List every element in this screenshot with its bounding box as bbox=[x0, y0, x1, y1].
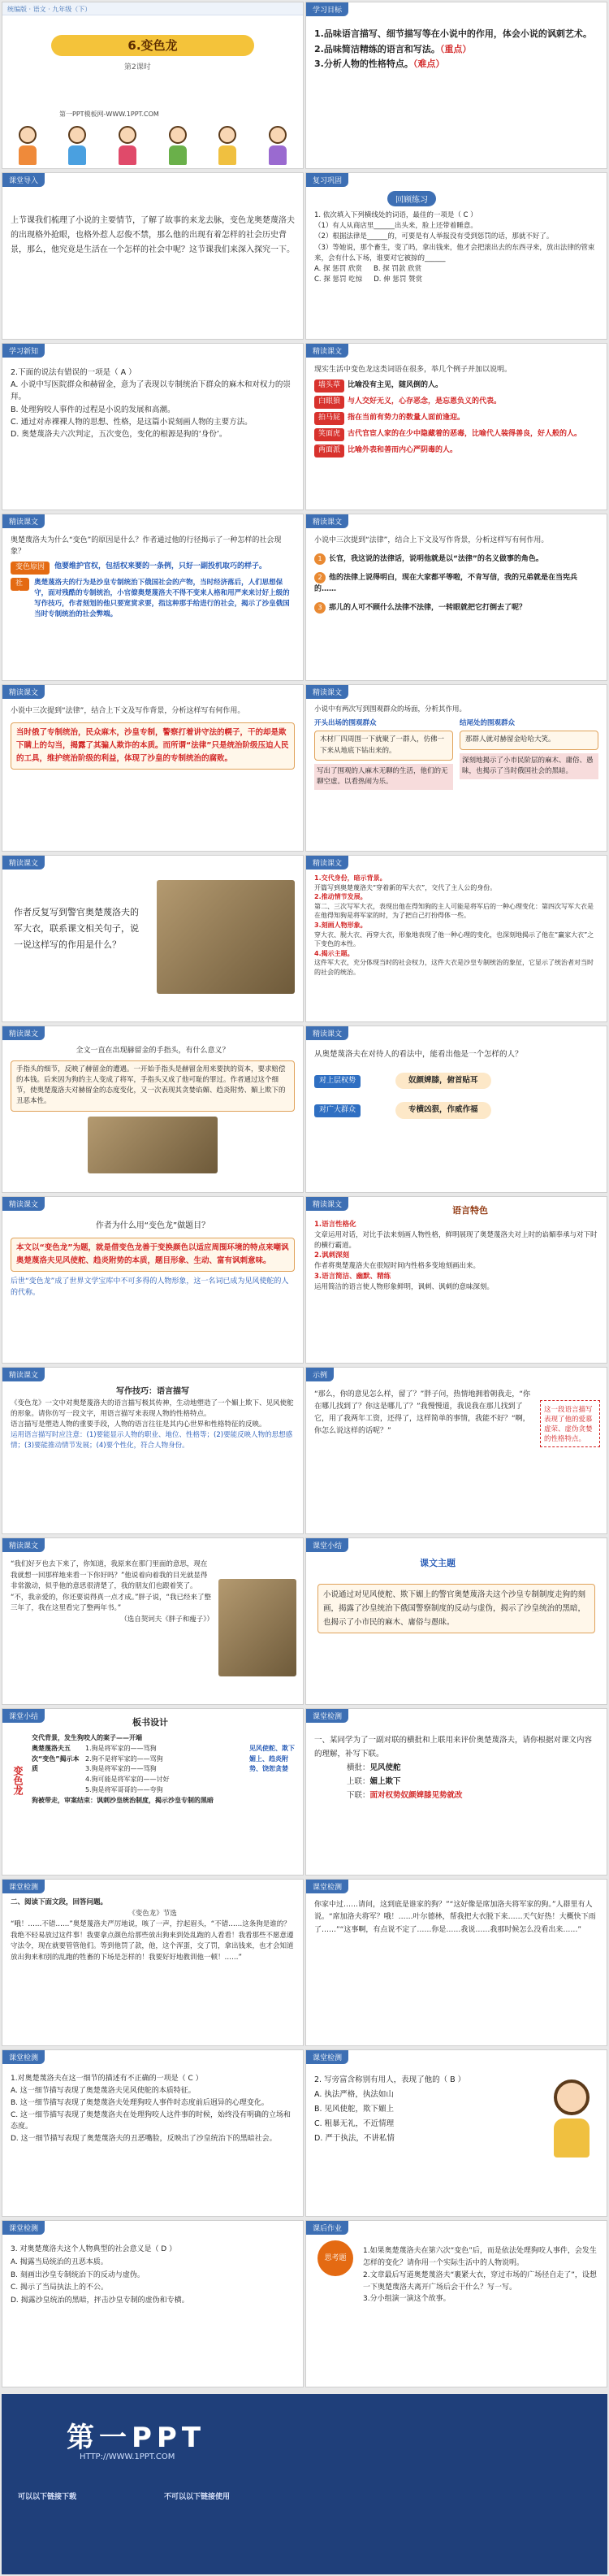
q2-stem: 2.下面的说法有错误的一项是（ A ） bbox=[11, 368, 136, 377]
slide-theme bbox=[305, 1537, 607, 1705]
board-row: 4.狗可能是将军家的——讨好 bbox=[85, 1776, 170, 1784]
coat-heading: 2.推动情节发展。 bbox=[314, 893, 367, 901]
slide-excerpt bbox=[2, 1537, 304, 1705]
upper-trait: 奴颜婢膝，俯首贴耳 bbox=[395, 1073, 491, 1090]
board-row: 5.狗是将军哥哥的——夸狗 bbox=[85, 1785, 163, 1793]
review-line: （1）有人从商店里______出头来，脸上还带着睡意。 bbox=[314, 222, 477, 231]
credit-text: 第一PPT模板网-WWW.1PPT.COM bbox=[59, 111, 159, 118]
law-answer-question: 小说中三次提到“法律”，结合上下文及写作背景，分析这样写有何作用。 bbox=[11, 707, 245, 715]
slide-tag: 精读课文 bbox=[2, 1026, 45, 1040]
writing-title: 写作技巧：语言描写 bbox=[116, 1387, 189, 1396]
option: B. 处理狗咬人事件的过程是小说的发展和高潮。 bbox=[11, 405, 175, 414]
option: A. 这一细节描写表现了奥楚蔑洛夫见风使舵的本质特征。 bbox=[11, 2086, 196, 2095]
reason-question: 奥楚蔑洛夫为什么“变色”的原因是什么？作者通过他的行径揭示了一种怎样的社会现象？ bbox=[11, 536, 282, 556]
brand-url: HTTP://WWW.1PPT.COM bbox=[80, 2452, 175, 2461]
crowd-columns bbox=[314, 718, 598, 790]
coat-text: 第二、三次写军大衣，表现出他在得知狗的主人可能是将军后的一种心理变化：第四次写军大衣是在他得知狗是将军家的时，为了把自己打扮得体一些。 bbox=[314, 902, 594, 920]
check-3-body bbox=[11, 2244, 295, 2382]
check-2-body bbox=[314, 2073, 517, 2211]
board-traits: 见风使舵、欺下媚上、趋炎附势、饶恕贪婪 bbox=[249, 1744, 295, 1773]
option: C. 这一细节描写表现了奥楚蔑洛夫在处理狗咬人这件事的时候，始终没有明确的立场和态度。 bbox=[11, 2110, 292, 2131]
passage-2-text: 你家中过……请问，这到底是谁家的狗？”“这好像是席加洛夫将军家的狗。”人群里有人说。“席加洛夫将军？哦！……叶尔德林，帮我把大衣脱下来……天气好热！大概快下雨了……”“这事啊，有点说不定了……你是……我说……我那时候怎么没看出来……” bbox=[314, 1901, 596, 1934]
slide-tag: 精读课文 bbox=[306, 685, 348, 699]
word-key: 墙头草 bbox=[314, 379, 344, 392]
word-def: 比喻外表和善而内心严阴毒的人。 bbox=[348, 445, 458, 454]
word-row bbox=[314, 445, 598, 458]
couplet-value: 面对权势奴颜婢膝见势就改 bbox=[369, 1791, 463, 1801]
slide-passage-1 bbox=[2, 1879, 304, 2046]
phenomenon-text: 奥楚蔑洛夫的行为是沙皇专制统治下俄国社会的产物，当时经济落后，人们思想保守，面对残酷的专制统治，小官僚奥楚蔑洛夫不得不变来人格和用严来来讨好上级的写作技巧，作者刻划的他只要宽赏求要，指这种那手给进行的社会，揭示了沙皇俄国当时专制统治的社会弊端。 bbox=[34, 578, 290, 619]
footer-col-1 bbox=[18, 2491, 76, 2503]
goal-1: 1.品味语言描写、细节描写等在小说中的作用，体会小说的讽刺艺术。 bbox=[314, 28, 592, 39]
review-options bbox=[314, 275, 598, 285]
slide-tag: 精读课文 bbox=[2, 1197, 45, 1211]
excerpt-body bbox=[11, 1559, 214, 1699]
law-point bbox=[314, 553, 598, 566]
goals-list bbox=[314, 27, 598, 163]
footer-col-2 bbox=[164, 2491, 230, 2503]
couplet-line bbox=[347, 1775, 598, 1789]
crowd-left-title: 开头出场的围观群众 bbox=[314, 719, 377, 728]
passage-1-text: “哦！……不错……”奥楚蔑洛夫严厉地说，咳了一声，拧起眉头，“不错……这条狗是谁的？我绝不轻易放过这件事！我要拿点颜色给那些放出狗来到处乱跑的人看看！我看那些不愿意遵守法令，现在就要管管他们。等到他罚了款，他，这个浑蛋，交了罚，拿出钱来，也才会知道放出狗来和别的乱跑的牲畜的下场是怎样的！我要好好地教训他一顿！……” bbox=[11, 1920, 294, 1962]
review-heading: 回顾练习 bbox=[387, 191, 436, 206]
board-heading: 板书设计 bbox=[132, 1717, 168, 1728]
lower-trait: 专横凶狠，作威作福 bbox=[395, 1102, 491, 1119]
similar-intro: 现实生活中变色龙这类词语在很多，举几个例子并加以说明。 bbox=[314, 366, 512, 374]
couplet-label: 横批： bbox=[347, 1763, 370, 1773]
couplet-label: 上联： bbox=[347, 1777, 370, 1787]
word-row bbox=[314, 379, 598, 392]
option: A. 执法严格，执法如山 bbox=[314, 2090, 394, 2100]
slide-tag: 课堂检测 bbox=[2, 2050, 45, 2064]
slide-tag: 精读课文 bbox=[2, 514, 45, 528]
coat-answer-body bbox=[314, 874, 598, 1017]
check-1-body bbox=[11, 2073, 295, 2211]
language-item-title: 3.语言简洁、幽默、精练 bbox=[314, 1272, 391, 1281]
slide-tag: 课堂检测 bbox=[306, 1880, 348, 1893]
writing-text-2: 语言描写是塑造人物的重要手段，人物的语言往往是其内心世界和性格特征的反映。 bbox=[11, 1420, 266, 1429]
board-row: 2.狗不是将军家的——骂狗 bbox=[85, 1754, 163, 1763]
slide-character bbox=[305, 1026, 607, 1193]
word-key: 笑面虎 bbox=[314, 428, 344, 441]
goal-3-row bbox=[314, 57, 598, 72]
slide-tag: 课堂小结 bbox=[306, 1538, 348, 1552]
option: D. 伸 惩罚 赞赏 bbox=[374, 275, 423, 284]
slide-board bbox=[2, 1708, 304, 1876]
slide-tag: 精读课文 bbox=[2, 1538, 45, 1552]
couplet-body bbox=[314, 1733, 598, 1870]
reason-label: 变色原因 bbox=[11, 562, 50, 575]
option: B. 这一细节描写表现了奥楚蔑洛夫处理狗咬人事件时态度前后迥异的心理变化。 bbox=[11, 2098, 269, 2107]
board-row: 1.狗是将军家的——骂狗 bbox=[85, 1744, 157, 1752]
crowd-left-text: 木材厂四周围一下就聚了一群人，仿佛一下来从地底下钻出来的。 bbox=[314, 731, 453, 760]
couplet-value: 媚上欺下 bbox=[369, 1777, 401, 1787]
couplet-question: 一、某同学为了一副对联的横批和上联用来评价奥楚蔑洛夫，请你根据对课文内容的理解，补写下联。 bbox=[314, 1736, 593, 1759]
passage-1-heading: 二、阅读下面文段，回答问题。 bbox=[11, 1898, 108, 1906]
character-question: 从奥楚蔑洛夫在对待人的看法中，能看出他是一个怎样的人？ bbox=[314, 1050, 523, 1059]
lesson-subtitle: 第2课时 bbox=[124, 63, 151, 72]
review-line: （3）等她说，那个畜生，变了吗，拿出钱来，他才会把滚出去的东西寻来，放出法律的管束来，会有什么下场，谁要对它被掠的______ bbox=[314, 243, 595, 262]
excerpt-source: （选自契诃夫《胖子和瘦子》） bbox=[120, 1615, 214, 1624]
point-number: 3 bbox=[314, 602, 326, 614]
option: B. 见风使舵，欺下媚上 bbox=[314, 2105, 395, 2114]
finger-text: 手指头的细节，反映了赫留金的遭遇。一开始手指头是赫留金用来要挟的资本，要求赔偿的本钱。后来因为狗的主人变成了将军，手指头又成了他可耻的罪过。作者通过这个细节，使奥楚蔑洛夫对赫留金的态度变化，又一次表现其贪婪谄媚、趋炎附势、媚上欺下的丑恶本性。 bbox=[11, 1060, 295, 1112]
law-answer-body bbox=[11, 706, 295, 846]
reason-body bbox=[11, 536, 295, 675]
upper-label: 对上层权势 bbox=[314, 1075, 361, 1088]
brand-logo: 第一PPT bbox=[67, 2422, 206, 2454]
slide-tag: 精读课文 bbox=[306, 1197, 348, 1211]
language-item-title: 2.讽刺深刻 bbox=[314, 1251, 350, 1260]
word-key: 拍马屁 bbox=[314, 412, 344, 425]
coat-text: 这件军大衣，充分体现当时的社会权力，这件大衣是沙皇专制统治的象征，它显示了统治者对当时的社会的统治。 bbox=[314, 959, 594, 976]
slide-tag: 复习巩固 bbox=[306, 173, 348, 187]
kid-figure bbox=[217, 126, 238, 165]
word-key: 白眼狼 bbox=[314, 396, 344, 409]
word-row bbox=[314, 412, 598, 425]
officer-crowd-illustration bbox=[157, 880, 295, 994]
slide-tag: 示例 bbox=[306, 1368, 334, 1381]
slide-language bbox=[305, 1196, 607, 1364]
slide-tag: 精读课文 bbox=[2, 856, 45, 870]
option: D. 严于执法，不讲私情 bbox=[314, 2134, 395, 2144]
homework-body bbox=[363, 2245, 598, 2382]
slide-tag: 课堂检测 bbox=[2, 1880, 45, 1893]
board-center: 奥楚蔑洛夫五次“变色”揭示本质 bbox=[32, 1744, 80, 1773]
theme-heading: 课文主题 bbox=[420, 1558, 456, 1568]
writing-body bbox=[11, 1386, 295, 1529]
point-text: 他的法律上说得明白，现在大家都平等啦，不肯写信，我的兄弟就是在当宪兵的…… bbox=[314, 573, 578, 593]
lesson-title: 6.变色龙 bbox=[51, 35, 254, 56]
homework-item: 3.分小组演一演这个故事。 bbox=[363, 2295, 451, 2304]
slide-homework bbox=[305, 2220, 607, 2387]
finger-body bbox=[11, 1046, 295, 1187]
coat-text: 穿大衣、脱大衣、再穿大衣，形象地表现了他一种心理的变化，也深刻地揭示了他在“赢家大衣”之下变色的本性。 bbox=[314, 930, 594, 948]
option: A. 揭露当局统治的丑恶本质。 bbox=[11, 2257, 108, 2266]
crowd-right-effect: 深刻地揭示了小市民阶层的麻木、庸俗、愚昧，也揭示了当时俄国社会的黑暗。 bbox=[460, 753, 598, 779]
kid-figure bbox=[17, 126, 38, 165]
homework-item: 1.如果奥楚蔑洛夫在第六次“变色”后，而是依法处理狗咬人事件，会发生怎样的变化？请你用一个实际生活中的人物说明。 bbox=[363, 2247, 597, 2267]
coat-heading: 4.揭示主题。 bbox=[314, 949, 354, 957]
slide-example bbox=[305, 1367, 607, 1534]
slide-tag: 课堂检测 bbox=[2, 2221, 45, 2235]
language-item-text: 运用简洁的语言使人物形象鲜明，讽刺、讽刺的意味深刻。 bbox=[314, 1282, 495, 1291]
slide-law-points bbox=[305, 514, 607, 681]
passage-1-title: 《变色龙》节选 bbox=[128, 1909, 177, 1918]
slide-reason bbox=[2, 514, 304, 681]
slide-tag: 课堂导入 bbox=[2, 173, 45, 187]
title-meaning-note: 后世“变色龙”成了世界文学宝库中不可多得的人物形象，这一名词已成为见风使舵的人的代称。 bbox=[11, 1277, 289, 1297]
slide-tag: 精读课文 bbox=[306, 1026, 348, 1040]
slide-title bbox=[2, 2, 304, 169]
character-lower bbox=[314, 1099, 598, 1119]
slide-title-meaning bbox=[2, 1196, 304, 1364]
language-item-text: 作者将奥楚蔑洛夫在很短时间内性格多变地刻画出来。 bbox=[314, 1262, 481, 1270]
slide-couplet bbox=[305, 1708, 607, 1876]
goal-2: 2.品味简洁精练的语言和写法。 bbox=[314, 43, 440, 54]
check-2-question: 2. 写旁富含称别有用人，表现了他的（ B ） bbox=[314, 2075, 466, 2084]
word-def: 比喻没有主见，随风倒的人。 bbox=[348, 380, 443, 389]
slide-tag: 学习目标 bbox=[306, 2, 348, 16]
slide-tag: 精读课文 bbox=[2, 1368, 45, 1381]
crowd-right-text: 那群人就对赫留金哈哈大笑。 bbox=[460, 731, 598, 749]
slide-law-answer bbox=[2, 684, 304, 852]
language-body bbox=[314, 1220, 598, 1358]
finger-illustration bbox=[88, 1117, 218, 1173]
excerpt-text-2: “不，我亲爱的，你还要说得真一点才成。”胖子说，“我已经来了整三年了，我在这里看完了整两年书。” bbox=[11, 1593, 211, 1613]
point-number: 1 bbox=[314, 553, 326, 565]
writing-text-1: 《变色龙》一文中对奥楚蔑洛夫的语言描写极其传神，生动地塑造了一个媚上欺下、见风使舵的形象。请你仿写一段文字，用语言描写来表现人物的性格特点。 bbox=[11, 1399, 294, 1418]
check-3-question: 3. 对奥楚蔑洛夫这个人物典型的社会意义是（ D ） bbox=[11, 2245, 177, 2253]
title-meaning-question: 作者为什么用“变色龙”做题目？ bbox=[95, 1221, 210, 1230]
kid-figure bbox=[167, 126, 188, 165]
slide-passage-2 bbox=[305, 1879, 607, 2046]
word-def: 与人交好无义，心存恶念，是忘恩负义的代表。 bbox=[348, 397, 502, 405]
law-question: 小说中三次提到“法律”，结合上下文及写作背景，分析这样写有何作用。 bbox=[314, 536, 549, 544]
couplet-line bbox=[347, 1789, 598, 1802]
intro-text: 上节课我们梳理了小说的主要情节，了解了故事的来龙去脉，变色龙奥楚蔑洛夫的出现格外抢眼，也格外惹人忍俊不禁，那么他的出现有着怎样的社会历史背景，那么，他究竟是生活在一个怎样的社会中呢？这节课我们来深入探究一下。 bbox=[11, 216, 295, 254]
homework-item: 2.文章最后写道奥楚蔑洛夫“裹紧大衣，穿过市场的广场径自走了”，设想一下奥楚蔑洛夫离开广场后会干什么？写一写。 bbox=[363, 2270, 597, 2292]
character-body bbox=[314, 1049, 598, 1187]
slide-coat-question bbox=[2, 855, 304, 1022]
slide-similar-words bbox=[305, 343, 607, 510]
writing-text-3: 运用语言描写时应注意：(1)要能显示人物的职业、地位、性格等；(2)要能反映人物的思想感情；(3)要能推动情节发展；(4)要个性化，符合人物身份。 bbox=[11, 1431, 293, 1451]
slide-question-2 bbox=[2, 343, 304, 510]
header-small: 统编版 · 语文 · 九年级（下） bbox=[7, 6, 92, 13]
check-1-question: 1.对奥楚蔑洛夫在这一细节的描述有不正确的一项是（ C ） bbox=[11, 2075, 203, 2083]
finger-question: 全文一直在出现赫留金的手指头，有什么意义？ bbox=[76, 1047, 230, 1055]
goal-2-row bbox=[314, 42, 598, 58]
word-def: 古代官宦人家的在少中隐藏着的恶毒，比喻代人装得善良，好人般的人。 bbox=[348, 429, 582, 438]
slide-crowd bbox=[305, 684, 607, 852]
review-line: （2）根据法律是______的，可要是有人举报没有受到惩罚的话，那就不好了。 bbox=[314, 232, 554, 241]
option: D. 奥楚蔑洛夫六次判定，五次变色，变化的根源是狗的‘身份’。 bbox=[11, 429, 227, 439]
lower-label: 对广大群众 bbox=[314, 1104, 361, 1117]
reason-row bbox=[11, 562, 295, 575]
board-row: 3.狗是将军家的——骂狗 bbox=[85, 1765, 157, 1773]
law-point bbox=[314, 602, 598, 614]
law-body bbox=[314, 536, 598, 675]
review-body bbox=[314, 210, 598, 334]
board-ending: 狗被带走，审案结束：讽刺沙皇统治制度，揭示沙皇专制的黑暗 bbox=[32, 1796, 214, 1804]
coat-heading: 3.刻画人物形象。 bbox=[314, 921, 367, 929]
goal-2-mark: （重点） bbox=[439, 43, 472, 54]
footer-col-1-title: 可以以下链接下载 bbox=[18, 2493, 77, 2501]
slide-finger bbox=[2, 1026, 304, 1193]
option: B. 探 罚款 欣赏 bbox=[373, 264, 422, 273]
crowd-right bbox=[460, 718, 598, 790]
passage-1-body bbox=[11, 1897, 295, 2040]
point-text: 长官，我这说的法律话，说明他就是以“法律”的名义做事的角色。 bbox=[329, 554, 543, 563]
slide-tag: 精读课文 bbox=[306, 344, 348, 358]
couplet-line bbox=[347, 1761, 598, 1775]
slide-tag: 课堂小结 bbox=[2, 1709, 45, 1723]
character-upper bbox=[314, 1069, 598, 1090]
option: C. 揭示了当局执法上的不公。 bbox=[11, 2283, 109, 2292]
example-note: 这一段语言描写表现了他的爱慕虚荣、虚伪贪婪的性格特点。 bbox=[540, 1400, 600, 1447]
coat-text: 开篇写到奥楚蔑洛夫“穿着新的军大衣”，交代了主人公的身份。 bbox=[314, 883, 497, 891]
homework-badge: 思考题 bbox=[317, 2240, 353, 2276]
couplet-value: 见风使舵 bbox=[369, 1763, 401, 1773]
slide-check-3 bbox=[2, 2220, 304, 2387]
excerpt-text-1: “我们好歹也去下来了，你知道，我原来在那门里面的意思，现在我就想一回那样地来看一下你好吗？”他说着向着我的目光就显得非常激动，似乎他的意思很清楚了，我的朋友们也跟着笑了。 bbox=[11, 1560, 208, 1591]
crowd-left-effect: 写出了围观的人麻木无聊的生活，他们的无聊空虚。以看热闹为乐。 bbox=[314, 764, 453, 790]
thinking-kid-illustration bbox=[551, 2079, 593, 2158]
slide-tag: 精读课文 bbox=[306, 514, 348, 528]
option: D. 揭露沙皇统治的黑暗，抨击沙皇专制的虚伪和专横。 bbox=[11, 2296, 189, 2305]
title-meaning-answer: 本文以“变色龙”为题，就是借变色龙善于变换颜色以适应周围环境的特点来嘲讽奥楚蔑洛夫见风使舵、趋炎附势的本质，题目形象、生动、富有讽刺意味。 bbox=[11, 1238, 295, 1272]
kid-figure bbox=[67, 126, 88, 165]
footer-col-2-title: 不可以以下链接使用 bbox=[164, 2493, 231, 2501]
phenomenon-label: 社会现象 bbox=[11, 578, 29, 591]
slide-coat-answer bbox=[305, 855, 607, 1022]
title-meaning-body bbox=[11, 1220, 295, 1358]
law-answer-text: 当时俄了专制统治，民众麻木，沙皇专制，警察打着讲守法的幌子，干的却是欺下瞒上的勾当，揭露了其骗人欺诈的本质。而所谓“法律”只是统治阶级压迫人民的工具，维护统治阶级的利益，体现了沙皇的专制统治的腐败。 bbox=[11, 722, 295, 770]
couplet-label: 下联： bbox=[347, 1791, 370, 1801]
slide-writing-skill bbox=[2, 1367, 304, 1534]
example-text: “那么，你的意见怎么样，留了？”胖子问，热情地拥着朝我走，“你在哪儿找到了？你这是哪儿了？”我慢慢道，我说我在那儿找到了它，用了我两年工资，还得了，这样简单的事情，我能不好？“啊，你怎么说这样的话呢？” bbox=[314, 1390, 530, 1435]
slide-tag: 精读课文 bbox=[2, 685, 45, 699]
slide-tag: 精读课文 bbox=[306, 856, 348, 870]
slide-check-1 bbox=[2, 2049, 304, 2217]
theme-text: 小说通过对见风使舵、欺下媚上的警官奥楚蔑洛夫这个沙皇专制制度走狗的刻画，揭露了沙皇统治下俄国警察制度的反动与虚伪，揭示了沙皇统治的黑暗，也揭示了小市民的麻木、庸俗与愚昧。 bbox=[317, 1584, 595, 1633]
option: B. 刻画出沙皇专制统治下的反动与虚伪。 bbox=[11, 2270, 145, 2279]
option: C. 粗暴无礼，不近情理 bbox=[314, 2119, 395, 2129]
q2-body bbox=[11, 366, 295, 505]
kid-figure bbox=[117, 126, 138, 165]
kids-illustration bbox=[2, 106, 303, 168]
board-middle bbox=[32, 1744, 295, 1796]
option: D. 这一细节描写表现了奥楚蔑洛夫的丑恶嘴脸，反映出了沙皇统治下的黑暗社会。 bbox=[11, 2135, 277, 2144]
phenomenon-row bbox=[11, 578, 295, 621]
option: A. 探 惩罚 欣赏 bbox=[314, 264, 362, 273]
slide-intro bbox=[2, 172, 304, 340]
board-rows bbox=[85, 1744, 244, 1796]
kid-figure bbox=[267, 126, 288, 165]
word-key: 两面派 bbox=[314, 445, 344, 458]
slide-tag: 学习新知 bbox=[2, 344, 45, 358]
crowd-question: 小说中有两次写到围观群众的场面，分析其作用。 bbox=[314, 705, 467, 713]
board-opening: 交代背景，发生狗咬人的案子——开端 bbox=[32, 1734, 142, 1741]
word-row bbox=[314, 396, 598, 409]
option: C. 通过对赤裸裸人物的思想、性格，是这篇小说刻画人物的主要方法。 bbox=[11, 417, 253, 427]
reason-text: 他要维护官权，包括权来要的一条例，只好一副投机取巧的样子。 bbox=[54, 562, 267, 570]
point-number: 2 bbox=[314, 572, 326, 583]
excerpt-illustration bbox=[218, 1579, 296, 1676]
language-item-title: 1.语言性格化 bbox=[314, 1221, 356, 1229]
coat-heading: 1.交代身份，暗示背景。 bbox=[314, 874, 387, 882]
slide-goals bbox=[305, 2, 607, 169]
option: A. 小说中写医院群众和赫留金，意为了表现以专制统治下群众的麻木和对权力的崇拜。 bbox=[11, 380, 291, 402]
brand-footer bbox=[2, 2394, 607, 2574]
board-title: 变色龙 bbox=[12, 1766, 24, 1795]
crowd-left bbox=[314, 718, 453, 790]
crowd-body bbox=[314, 705, 598, 846]
slide-tag: 课堂检测 bbox=[306, 1709, 348, 1723]
word-def: 指在当前有势力的数量人面前逢迎。 bbox=[348, 413, 465, 422]
review-options bbox=[314, 264, 598, 275]
point-text: 那儿的人可不顾什么法律不法律，一转眼就把它打倒去了呢？ bbox=[329, 603, 527, 612]
slide-tag: 课堂检测 bbox=[306, 2050, 348, 2064]
board-body bbox=[32, 1733, 295, 1806]
language-heading: 语言特色 bbox=[452, 1205, 488, 1216]
word-row bbox=[314, 428, 598, 441]
goal-3-mark: （难点） bbox=[412, 59, 445, 70]
slide-tag: 课后作业 bbox=[306, 2221, 348, 2235]
goal-3: 3.分析人物的性格特点。 bbox=[314, 59, 413, 70]
review-question: 1. 依次填入下列横线处的词语，最佳的一项是（ C ） bbox=[314, 211, 477, 219]
similar-body bbox=[314, 365, 598, 505]
law-point bbox=[314, 572, 598, 596]
slide-check-2 bbox=[305, 2049, 607, 2217]
language-item-text: 文章运用对话，对比手法来刻画人物性格，鲜明展现了奥楚蔑洛夫对上时的谄媚奉承与对下时的横行霸道。 bbox=[314, 1230, 598, 1250]
coat-question: 作者反复写到警官奥楚蔑洛夫的军大衣，联系课文相关句子，说一说这样写的作用是什么？ bbox=[14, 907, 139, 950]
option: C. 探 惩罚 吃惊 bbox=[314, 275, 363, 284]
crowd-right-title: 结尾处的围观群众 bbox=[460, 719, 516, 728]
slide-review bbox=[305, 172, 607, 340]
